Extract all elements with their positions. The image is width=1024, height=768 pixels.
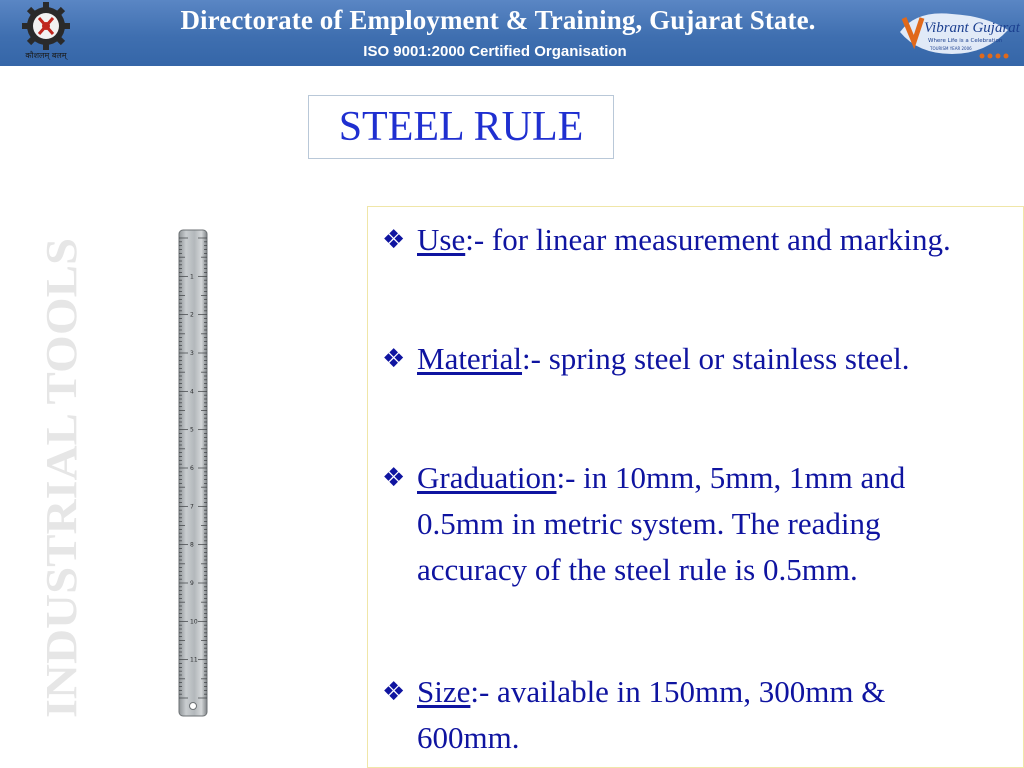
bullet-label-material: Material xyxy=(417,341,523,376)
rule-number: 8 xyxy=(190,541,194,549)
rule-number: 2 xyxy=(190,311,194,319)
steel-rule-image xyxy=(175,228,211,722)
rule-number: 5 xyxy=(190,426,194,434)
rule-number: 11 xyxy=(190,656,198,664)
watermark-text xyxy=(37,228,88,718)
diamond-bullet-icon: ❖ xyxy=(382,677,406,707)
bullet-text-material: :- spring steel or stainless steel. xyxy=(522,341,910,376)
bullets-box xyxy=(367,206,1024,768)
rule-number: 3 xyxy=(190,350,194,357)
rule-number: 1 xyxy=(190,273,194,281)
svg-text:INDUSTRIAL TOOLS: INDUSTRIAL TOOLS xyxy=(37,283,86,718)
bullet-label-size: Size xyxy=(417,674,471,709)
slide-title: STEEL RULE xyxy=(338,104,584,150)
bullet-label-use: Use xyxy=(417,222,466,257)
bullet-material xyxy=(382,336,982,382)
logo-small: TOURISM YEAR 2006 xyxy=(930,46,972,51)
diamond-bullet-icon: ❖ xyxy=(382,225,406,255)
bullet-use xyxy=(382,217,982,263)
diamond-bullet-icon: ❖ xyxy=(382,463,406,493)
title-box xyxy=(308,95,614,159)
rule-number: 10 xyxy=(190,618,198,626)
rule-number: 4 xyxy=(190,388,194,396)
bullet-label-graduation: Graduation xyxy=(417,460,557,495)
page-header-title: Directorate of Employment & Training, Gujarat State. xyxy=(180,5,816,35)
rule-number: 7 xyxy=(190,503,194,511)
logo-tagline: Where Life is a Celebration xyxy=(928,38,1003,44)
bullet-size xyxy=(382,669,982,761)
rule-number: 9 xyxy=(190,580,194,587)
logo-caption: कौशलम् बलम् xyxy=(25,51,67,60)
bullet-text-size: :- available in 150mm, 300mm & 600mm. xyxy=(417,674,886,755)
rule-number: 6 xyxy=(190,465,194,472)
logo-text: Vibrant Gujarat xyxy=(924,20,1020,36)
diamond-bullet-icon: ❖ xyxy=(382,344,406,374)
iso-certification: ISO 9001:2000 Certified Organisation xyxy=(363,43,627,60)
bullet-graduation xyxy=(382,455,982,593)
bullet-text-graduation: :- in 10mm, 5mm, 1mm and 0.5mm in metric system. The reading accuracy of the steel rule is 0.5mm. xyxy=(417,460,906,587)
bullet-text-use: :- for linear measurement and marking. xyxy=(465,222,951,257)
vibrant-gujarat-logo xyxy=(896,4,1020,62)
header-bar xyxy=(0,0,1024,66)
